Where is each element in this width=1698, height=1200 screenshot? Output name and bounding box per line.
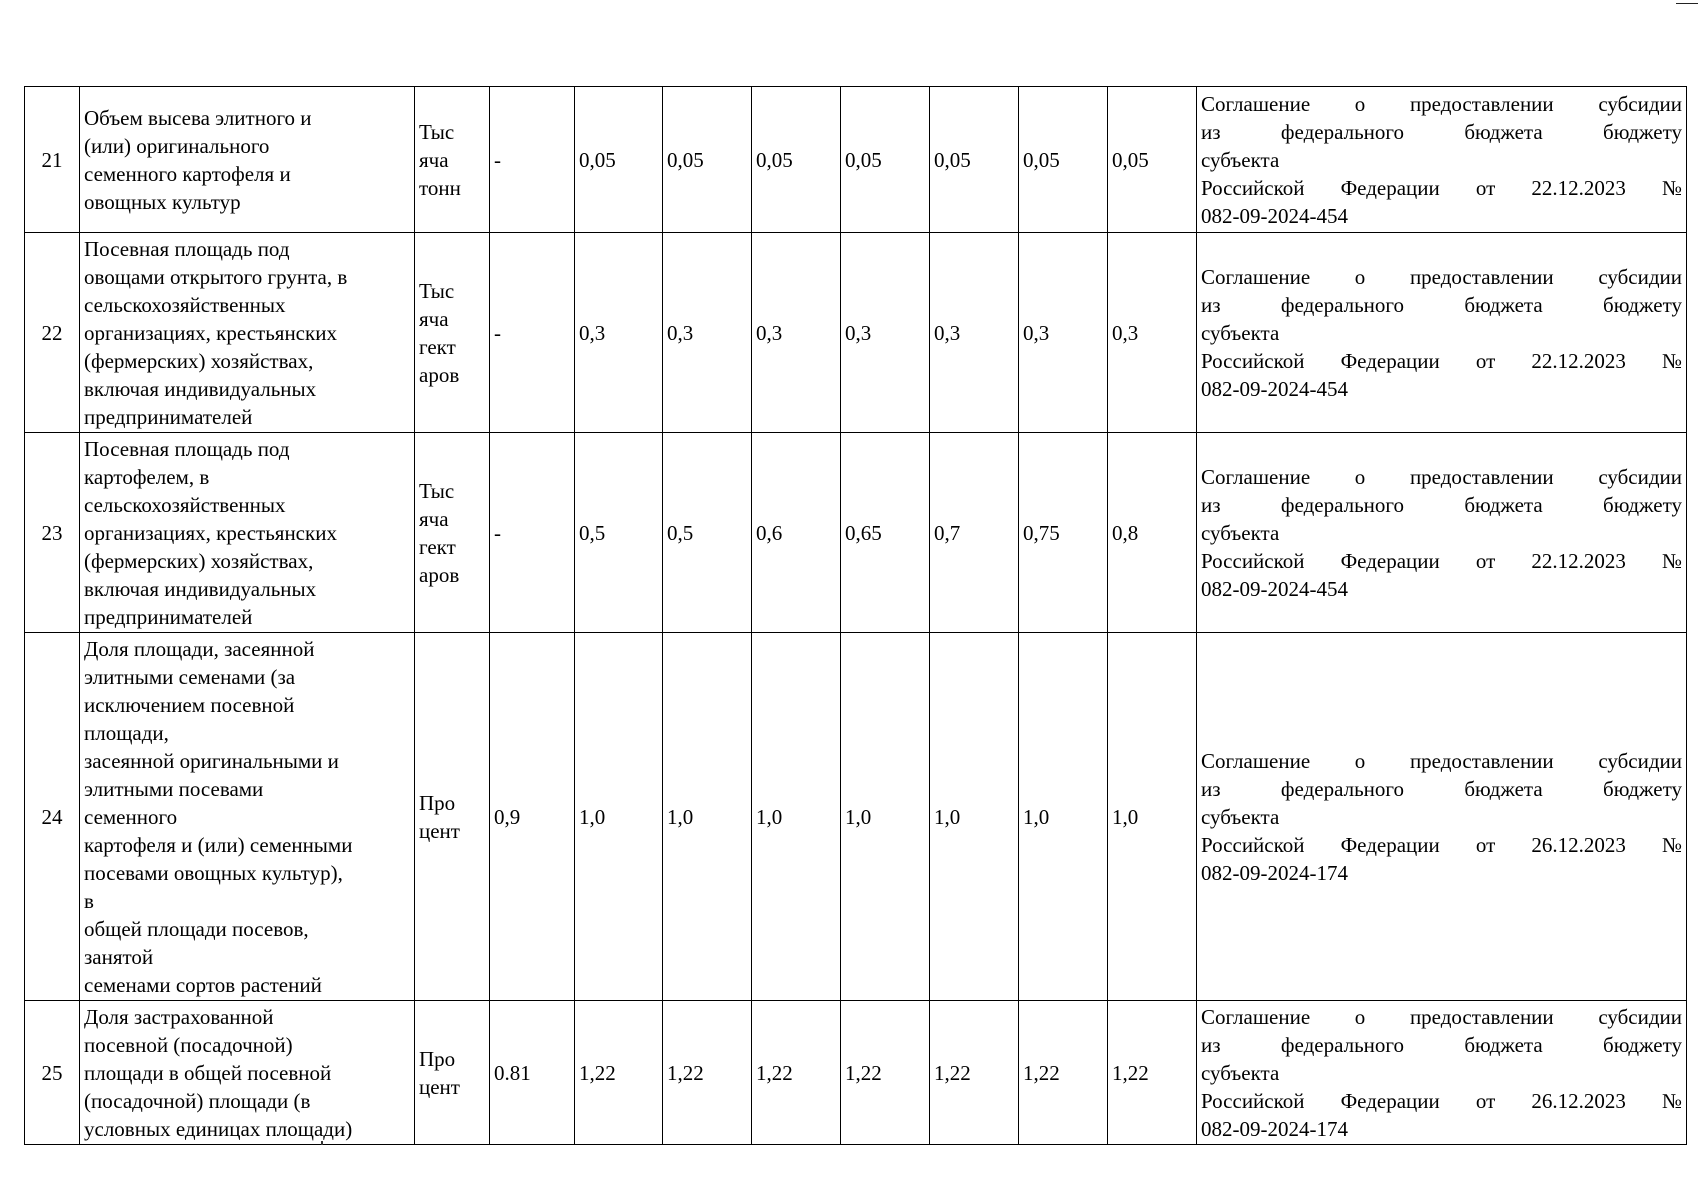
agreement-line: из федерального бюджета бюджету bbox=[1201, 776, 1682, 801]
indicator-value: 0,05 bbox=[930, 87, 1019, 233]
indicator-name-line: исключением посевной bbox=[84, 692, 295, 717]
agreement-line: Соглашение о предоставлении субсидии bbox=[1201, 748, 1682, 773]
row-number: 21 bbox=[25, 87, 80, 233]
indicator-name-line: условных единицах площади) bbox=[84, 1116, 353, 1141]
agreement-line: из федерального бюджета бюджету bbox=[1201, 1032, 1682, 1057]
indicator-name-line: Посевная площадь под bbox=[84, 236, 290, 261]
indicator-value: 1,0 bbox=[1019, 633, 1108, 1001]
agreement-reference bbox=[1197, 1001, 1687, 1145]
indicator-value: 0,3 bbox=[841, 233, 930, 433]
indicator-name-line: Посевная площадь под bbox=[84, 436, 290, 461]
indicator-name-line: организациях, крестьянских bbox=[84, 520, 337, 545]
indicator-name-line: организациях, крестьянских bbox=[84, 320, 337, 345]
indicator-value: 0,05 bbox=[663, 87, 752, 233]
indicator-value: 0,05 bbox=[575, 87, 663, 233]
row-number: 25 bbox=[25, 1001, 80, 1145]
unit-line: Про bbox=[419, 1046, 456, 1071]
indicators-table bbox=[24, 86, 1687, 1145]
indicator-value: 0,8 bbox=[1108, 433, 1197, 633]
agreement-line: субъекта bbox=[1201, 320, 1280, 345]
indicator-value: 0,9 bbox=[490, 633, 575, 1001]
indicator-name-line: (или) оригинального bbox=[84, 133, 270, 158]
indicator-value: - bbox=[490, 433, 575, 633]
indicator-name-line: семенного картофеля и bbox=[84, 161, 291, 186]
indicator-name-line: в bbox=[84, 888, 94, 913]
row-number: 24 bbox=[25, 633, 80, 1001]
scan-speck bbox=[321, 1141, 323, 1145]
indicator-name-line: (посадочной) площади (в bbox=[84, 1088, 311, 1113]
indicator-value: 1,22 bbox=[663, 1001, 752, 1145]
agreement-number: 082-09-2024-174 bbox=[1201, 1116, 1348, 1141]
indicator-name bbox=[80, 1001, 415, 1145]
agreement-reference bbox=[1197, 633, 1687, 1001]
unit-line: Тыс bbox=[419, 119, 455, 144]
indicator-name-line: общей площади посевов, bbox=[84, 916, 309, 941]
indicator-value: 0,3 bbox=[663, 233, 752, 433]
scan-edge-mark bbox=[1676, 3, 1698, 4]
unit-line: цент bbox=[419, 818, 460, 843]
indicator-value: 0,3 bbox=[1108, 233, 1197, 433]
indicator-name-line: семенного bbox=[84, 804, 178, 829]
row-number: 22 bbox=[25, 233, 80, 433]
indicator-value: 0.81 bbox=[490, 1001, 575, 1145]
unit-of-measure bbox=[415, 633, 490, 1001]
table-row bbox=[25, 433, 1687, 633]
agreement-number: 082-09-2024-174 bbox=[1201, 860, 1348, 885]
indicator-value: 0,5 bbox=[575, 433, 663, 633]
indicator-value: 1,22 bbox=[1108, 1001, 1197, 1145]
indicator-name-line: Доля площади, засеянной bbox=[84, 636, 315, 661]
indicator-value: 1,0 bbox=[575, 633, 663, 1001]
indicator-name-line: овощных культур bbox=[84, 189, 241, 214]
indicator-value: 0,3 bbox=[930, 233, 1019, 433]
unit-of-measure bbox=[415, 433, 490, 633]
indicator-name-line: площади в общей посевной bbox=[84, 1060, 332, 1085]
indicator-value: - bbox=[490, 87, 575, 233]
indicator-value: 1,0 bbox=[930, 633, 1019, 1001]
unit-line: цент bbox=[419, 1074, 460, 1099]
indicator-value: 0,6 bbox=[752, 433, 841, 633]
unit-line: гект bbox=[419, 334, 456, 359]
agreement-date-line: Российской Федерации от 26.12.2023 № bbox=[1201, 832, 1682, 857]
indicator-name-line: картофеля и (или) семенными bbox=[84, 832, 353, 857]
indicator-value: 1,22 bbox=[752, 1001, 841, 1145]
indicator-value: 1,22 bbox=[575, 1001, 663, 1145]
indicator-name bbox=[80, 633, 415, 1001]
agreement-date-line: Российской Федерации от 22.12.2023 № bbox=[1201, 548, 1682, 573]
indicator-value: 0,05 bbox=[841, 87, 930, 233]
agreement-date-line: Российской Федерации от 26.12.2023 № bbox=[1201, 1088, 1682, 1113]
agreement-date-line: Российской Федерации от 22.12.2023 № bbox=[1201, 348, 1682, 373]
agreement-line: субъекта bbox=[1201, 147, 1280, 172]
row-number: 23 bbox=[25, 433, 80, 633]
indicator-name-line: предпринимателей bbox=[84, 604, 253, 629]
indicator-value: 1,22 bbox=[841, 1001, 930, 1145]
indicator-name-line: посевной (посадочной) bbox=[84, 1032, 293, 1057]
agreement-line: субъекта bbox=[1201, 1060, 1280, 1085]
indicator-value: 0,05 bbox=[752, 87, 841, 233]
indicator-name-line: (фермерских) хозяйствах, bbox=[84, 348, 314, 373]
unit-line: Тыс bbox=[419, 278, 455, 303]
indicator-name-line: посевами овощных культур), bbox=[84, 860, 343, 885]
indicator-value: 0,3 bbox=[575, 233, 663, 433]
indicator-value: 0,7 bbox=[930, 433, 1019, 633]
indicator-name-line: предпринимателей bbox=[84, 404, 253, 429]
unit-of-measure bbox=[415, 87, 490, 233]
indicator-name-line: площади, bbox=[84, 720, 169, 745]
agreement-number: 082-09-2024-454 bbox=[1201, 203, 1348, 228]
indicator-value: - bbox=[490, 233, 575, 433]
unit-line: яча bbox=[419, 506, 449, 531]
indicator-name-line: сельскохозяйственных bbox=[84, 292, 286, 317]
agreement-line: субъекта bbox=[1201, 520, 1280, 545]
indicator-value: 0,3 bbox=[752, 233, 841, 433]
table-row bbox=[25, 233, 1687, 433]
agreement-line: из федерального бюджета бюджету bbox=[1201, 492, 1682, 517]
indicator-name-line: (фермерских) хозяйствах, bbox=[84, 548, 314, 573]
agreement-date-line: Российской Федерации от 22.12.2023 № bbox=[1201, 175, 1682, 200]
agreement-line: Соглашение о предоставлении субсидии bbox=[1201, 91, 1682, 116]
indicator-name-line: сельскохозяйственных bbox=[84, 492, 286, 517]
indicator-name-line: картофелем, в bbox=[84, 464, 210, 489]
agreement-reference bbox=[1197, 433, 1687, 633]
indicator-name-line: засеянной оригинальными и bbox=[84, 748, 339, 773]
unit-line: аров bbox=[419, 362, 460, 387]
agreement-line: Соглашение о предоставлении субсидии bbox=[1201, 264, 1682, 289]
table-body bbox=[25, 87, 1687, 1145]
indicator-name bbox=[80, 233, 415, 433]
indicator-value: 0,3 bbox=[1019, 233, 1108, 433]
unit-of-measure bbox=[415, 233, 490, 433]
indicator-value: 1,0 bbox=[752, 633, 841, 1001]
unit-line: яча bbox=[419, 306, 449, 331]
indicator-value: 0,75 bbox=[1019, 433, 1108, 633]
agreement-line: из федерального бюджета бюджету bbox=[1201, 119, 1682, 144]
unit-line: тонн bbox=[419, 175, 461, 200]
agreement-reference bbox=[1197, 87, 1687, 233]
indicator-name-line: элитными семенами (за bbox=[84, 664, 296, 689]
indicator-name-line: Доля застрахованной bbox=[84, 1004, 274, 1029]
table-row bbox=[25, 633, 1687, 1001]
indicator-name-line: овощами открытого грунта, в bbox=[84, 264, 348, 289]
unit-line: гект bbox=[419, 534, 456, 559]
agreement-line: Соглашение о предоставлении субсидии bbox=[1201, 1004, 1682, 1029]
indicator-name-line: включая индивидуальных bbox=[84, 376, 317, 401]
agreement-number: 082-09-2024-454 bbox=[1201, 376, 1348, 401]
indicator-value: 0,05 bbox=[1019, 87, 1108, 233]
table-row bbox=[25, 1001, 1687, 1145]
unit-line: Тыс bbox=[419, 478, 455, 503]
indicator-name-line: семенами сортов растений bbox=[84, 972, 322, 997]
indicator-value: 0,5 bbox=[663, 433, 752, 633]
unit-of-measure bbox=[415, 1001, 490, 1145]
agreement-line: Соглашение о предоставлении субсидии bbox=[1201, 464, 1682, 489]
agreement-line: из федерального бюджета бюджету bbox=[1201, 292, 1682, 317]
unit-line: аров bbox=[419, 562, 460, 587]
unit-line: Про bbox=[419, 790, 456, 815]
agreement-reference bbox=[1197, 233, 1687, 433]
indicator-value: 1,0 bbox=[1108, 633, 1197, 1001]
indicator-name-line: Объем высева элитного и bbox=[84, 105, 312, 130]
indicator-name-line: элитными посевами bbox=[84, 776, 264, 801]
indicator-value: 1,0 bbox=[663, 633, 752, 1001]
indicator-name-line: включая индивидуальных bbox=[84, 576, 317, 601]
indicator-value: 1,22 bbox=[930, 1001, 1019, 1145]
agreement-line: субъекта bbox=[1201, 804, 1280, 829]
indicator-name bbox=[80, 433, 415, 633]
agreement-number: 082-09-2024-454 bbox=[1201, 576, 1348, 601]
indicator-value: 0,65 bbox=[841, 433, 930, 633]
table-row bbox=[25, 87, 1687, 233]
indicator-value: 1,0 bbox=[841, 633, 930, 1001]
indicator-name-line: занятой bbox=[84, 944, 154, 969]
indicator-value: 1,22 bbox=[1019, 1001, 1108, 1145]
unit-line: яча bbox=[419, 147, 449, 172]
indicator-name bbox=[80, 87, 415, 233]
indicator-value: 0,05 bbox=[1108, 87, 1197, 233]
